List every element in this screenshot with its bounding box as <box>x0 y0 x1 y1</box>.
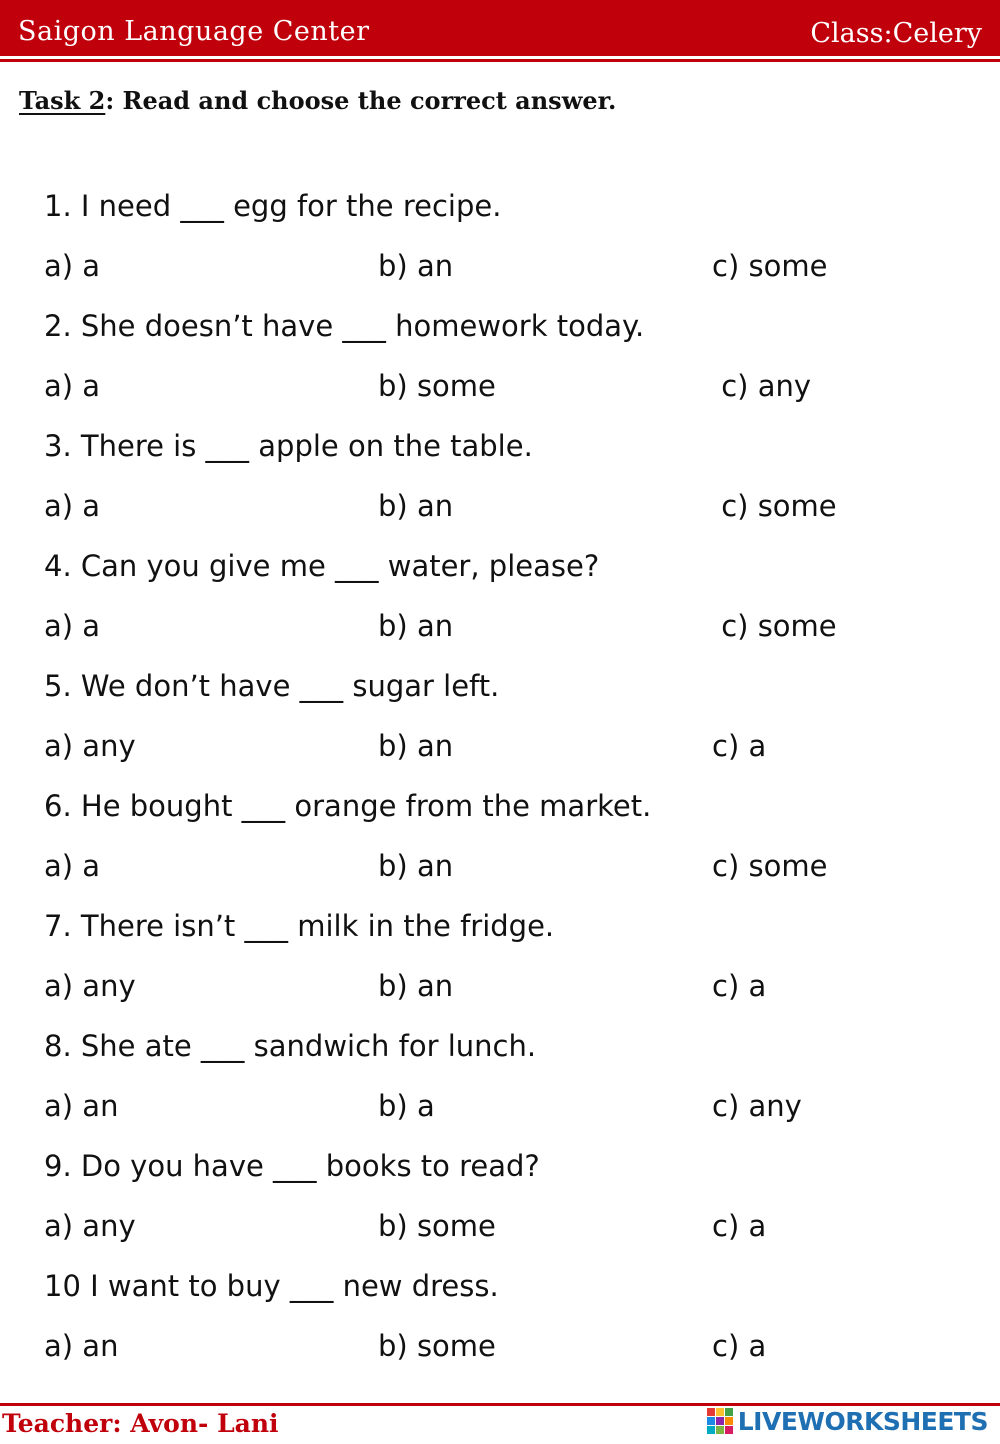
question-item-5 <box>44 664 974 784</box>
option-a[interactable]: a) an <box>44 1329 119 1363</box>
center-name: Saigon Language Center <box>18 16 370 47</box>
option-b[interactable]: b) an <box>378 969 454 1003</box>
liveworksheets-logo-icon <box>706 1407 734 1435</box>
options-row <box>44 364 974 424</box>
option-c[interactable]: c) a <box>712 1329 767 1363</box>
option-b[interactable]: b) an <box>378 729 454 763</box>
question-text: 10 I want to buy ___ new dress. <box>44 1269 499 1303</box>
brand-mark <box>706 1404 988 1438</box>
question-item-2 <box>44 304 974 424</box>
question-item-9 <box>44 1144 974 1264</box>
question-text: 2. She doesn’t have ___ homework today. <box>44 309 645 343</box>
option-c[interactable]: c) a <box>712 729 767 763</box>
option-c[interactable]: c) any <box>712 1089 802 1123</box>
header-bar <box>0 0 1000 56</box>
option-c[interactable]: c) some <box>712 609 837 643</box>
option-a[interactable]: a) a <box>44 489 101 523</box>
options-row <box>44 724 974 784</box>
option-b[interactable]: b) an <box>378 249 454 283</box>
question-item-3 <box>44 424 974 544</box>
question-text: 5. We don’t have ___ sugar left. <box>44 669 500 703</box>
question-text: 7. There isn’t ___ milk in the fridge. <box>44 909 555 943</box>
question-text: 8. She ate ___ sandwich for lunch. <box>44 1029 537 1063</box>
header-divider <box>0 59 1000 62</box>
option-a[interactable]: a) a <box>44 849 101 883</box>
question-text: 4. Can you give me ___ water, please? <box>44 549 600 583</box>
options-row <box>44 244 974 304</box>
options-row <box>44 964 974 1024</box>
option-a[interactable]: a) any <box>44 729 136 763</box>
option-c[interactable]: c) any <box>712 369 812 403</box>
option-c[interactable]: c) some <box>712 849 828 883</box>
options-row <box>44 1084 974 1144</box>
question-item-4 <box>44 544 974 664</box>
option-b[interactable]: b) some <box>378 1209 496 1243</box>
question-list <box>44 184 974 1384</box>
option-c[interactable]: c) a <box>712 969 767 1003</box>
option-a[interactable]: a) a <box>44 609 101 643</box>
question-text: 3. There is ___ apple on the table. <box>44 429 533 463</box>
option-b[interactable]: b) an <box>378 849 454 883</box>
option-b[interactable]: b) an <box>378 609 454 643</box>
question-item-10 <box>44 1264 974 1384</box>
question-text: 9. Do you have ___ books to read? <box>44 1149 540 1183</box>
task-instruction: : Read and choose the correct answer. <box>105 86 617 115</box>
question-item-8 <box>44 1024 974 1144</box>
options-row <box>44 484 974 544</box>
question-item-6 <box>44 784 974 904</box>
option-b[interactable]: b) some <box>378 369 496 403</box>
option-a[interactable]: a) any <box>44 1209 136 1243</box>
question-item-7 <box>44 904 974 1024</box>
options-row <box>44 604 974 664</box>
question-text: 1. I need ___ egg for the recipe. <box>44 189 502 223</box>
option-b[interactable]: b) an <box>378 489 454 523</box>
question-item-1 <box>44 184 974 304</box>
option-a[interactable]: a) a <box>44 369 101 403</box>
option-a[interactable]: a) an <box>44 1089 119 1123</box>
task-label: Task 2 <box>19 86 106 115</box>
brand-name: LIVEWORKSHEETS <box>737 1406 988 1436</box>
options-row <box>44 1324 974 1384</box>
option-a[interactable]: a) a <box>44 249 101 283</box>
question-text: 6. He bought ___ orange from the market. <box>44 789 652 823</box>
class-name: Class:Celery <box>810 18 982 49</box>
options-row <box>44 1204 974 1264</box>
option-a[interactable]: a) any <box>44 969 136 1003</box>
option-b[interactable]: b) some <box>378 1329 496 1363</box>
option-c[interactable]: c) a <box>712 1209 767 1243</box>
option-b[interactable]: b) a <box>378 1089 435 1123</box>
task-title <box>19 86 616 115</box>
options-row <box>44 844 974 904</box>
teacher-name: Teacher: Avon- Lani <box>2 1409 279 1438</box>
option-c[interactable]: c) some <box>712 489 837 523</box>
option-c[interactable]: c) some <box>712 249 828 283</box>
